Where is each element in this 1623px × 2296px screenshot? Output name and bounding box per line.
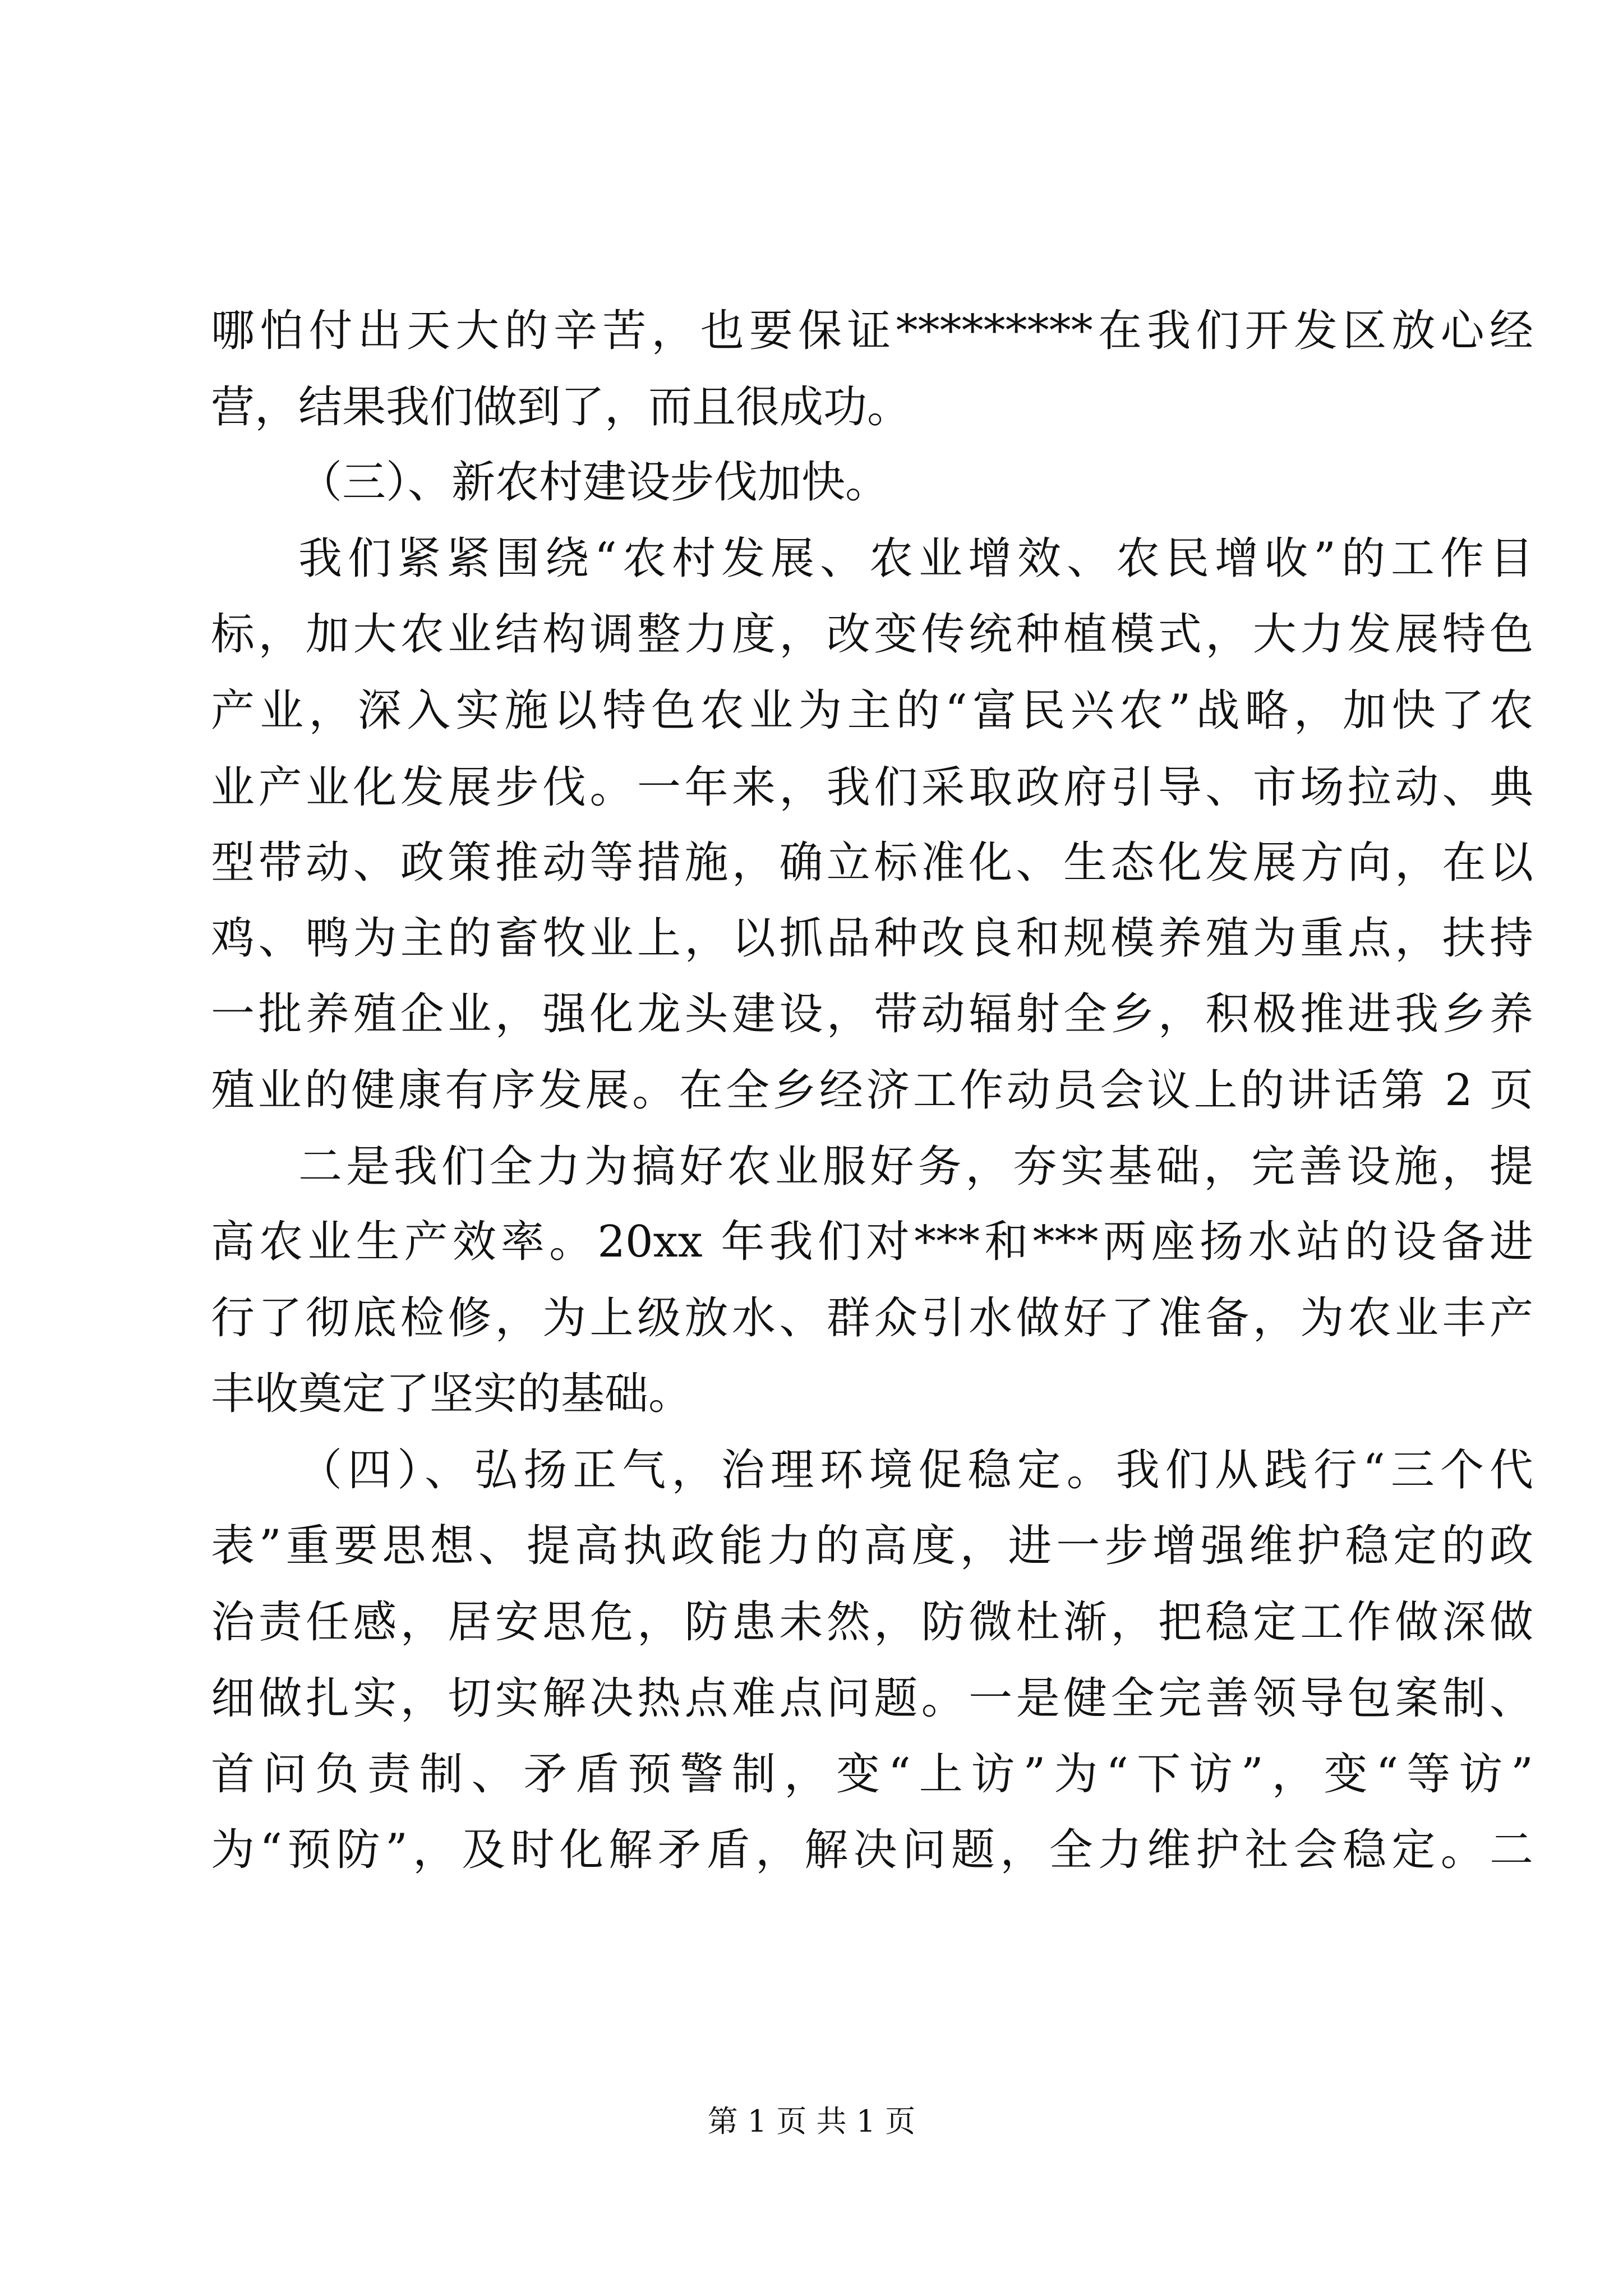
text-line-10: 一批养殖企业，强化龙头建设，带动辐射全乡，积极推进我乡养 [211,989,1533,1039]
text-line-20: 首问负责制、矛盾预警制，变“上访”为“下访”，变“等访” [211,1749,1533,1800]
text-line-11: 殖业的健康有序发展。在全乡经济工作动员会议上的讲话第 2 页 [211,1065,1533,1116]
text-line-2: 营，结果我们做到了，而且很成功。 [211,382,911,432]
text-line-18: 治责任感，居安思危，防患未然，防微杜渐，把稳定工作做深做 [211,1597,1533,1648]
text-line-21: 为“预防”，及时化解矛盾，解决问题，全力维护社会稳定。二 [211,1825,1533,1875]
text-line-8: 型带动、政策推动等措施，确立标准化、生态化发展方向，在以 [211,838,1533,888]
text-line-17: 表”重要思想、提高执政能力的高度，进一步增强维护稳定的政 [211,1521,1533,1571]
text-line-1: 哪怕付出天大的辛苦，也要保证*********在我们开发区放心经 [211,306,1533,356]
page-footer: 第 1 页 共 1 页 [707,2104,916,2139]
text-line-19: 细做扎实，切实解决热点难点问题。一是健全完善领导包案制、 [211,1673,1533,1724]
text-line-12: 二是我们全力为搞好农业服好务，夯实基础，完善设施，提 [298,1142,1533,1192]
text-line-15: 丰收奠定了坚实的基础。 [211,1369,693,1419]
text-line-9: 鸡、鸭为主的畜牧业上，以抓品种改良和规模养殖为重点，扶持 [211,913,1533,964]
text-line-4: 我们紧紧围绕“农村发展、农业增效、农民增收”的工作目 [298,533,1533,584]
text-line-5: 标，加大农业结构调整力度，改变传统种植模式，大力发展特色 [211,609,1533,660]
text-line-13: 高农业生产效率。20xx 年我们对***和***两座扬水站的设备进 [211,1217,1533,1267]
text-line-6: 产业，深入实施以特色农业为主的“富民兴农”战略，加快了农 [211,685,1533,736]
text-line-14: 行了彻底检修，为上级放水、群众引水做好了准备，为农业丰产 [211,1293,1533,1343]
text-line-7: 业产业化发展步伐。一年来，我们采取政府引导、市场拉动、典 [211,762,1533,813]
section-heading-16: （四）、弘扬正气，治理环境促稳定。我们从践行“三个代 [298,1445,1533,1496]
section-heading-3: （三）、新农村建设步伐加快。 [298,457,889,508]
